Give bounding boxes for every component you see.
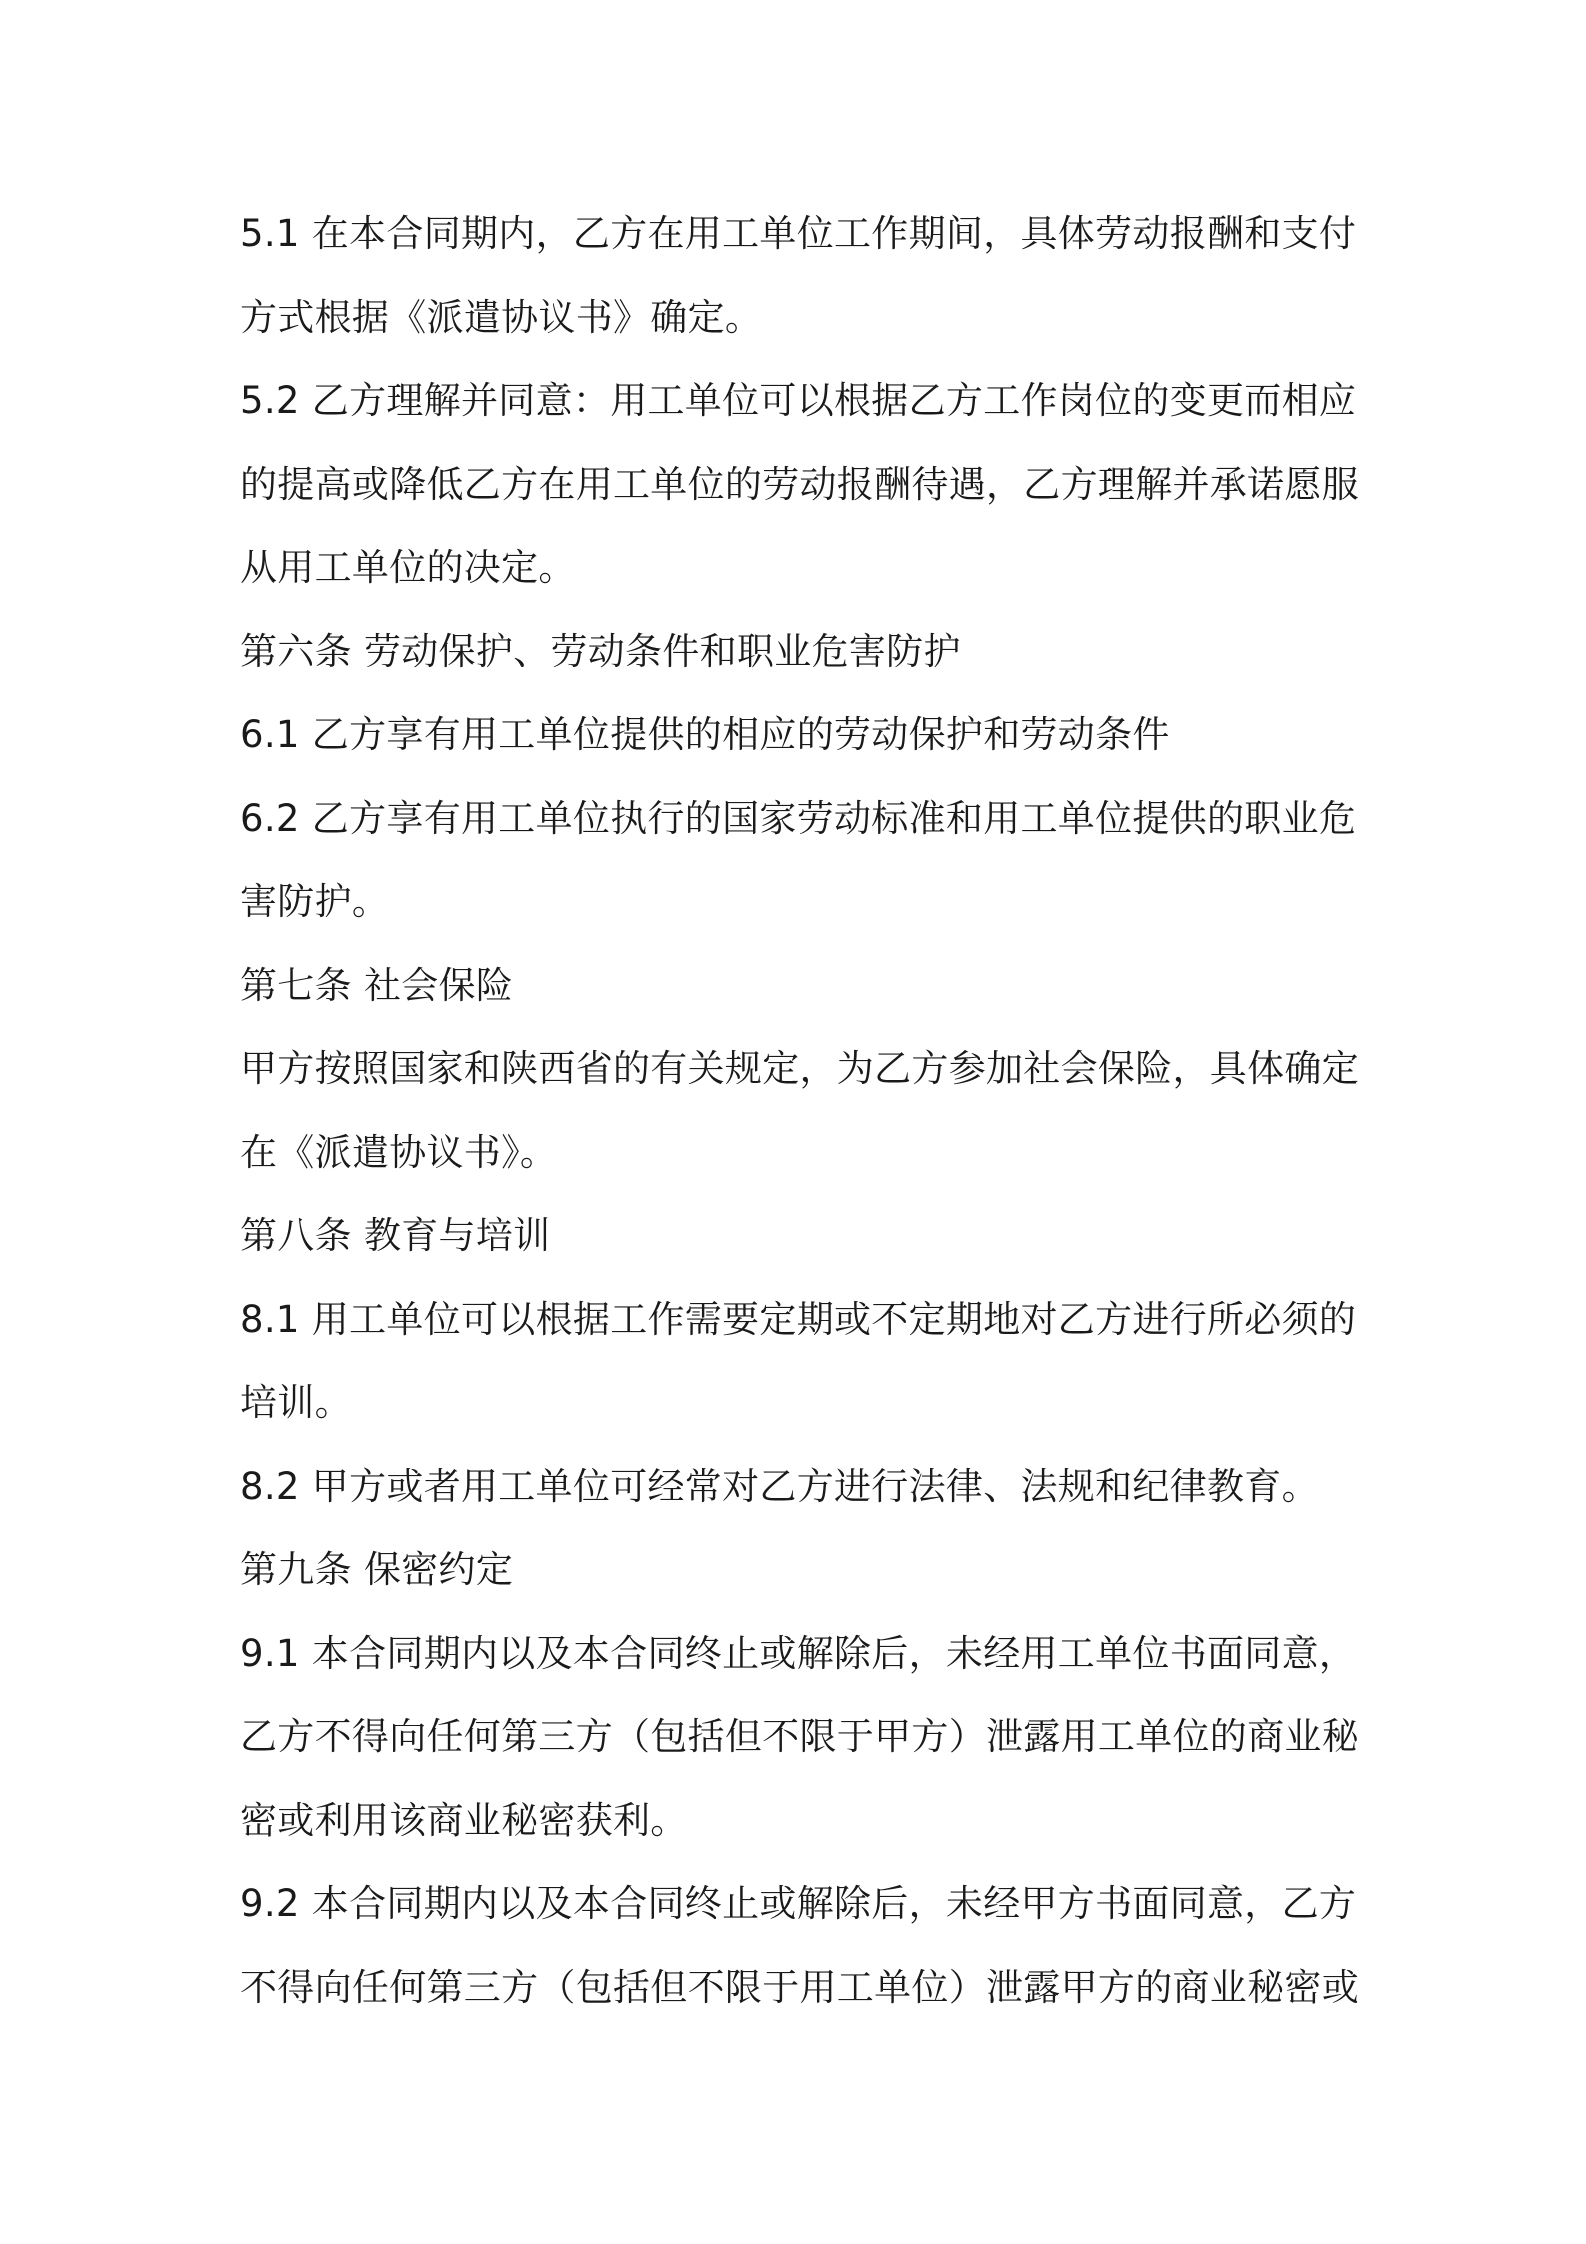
text-line: 9.2 本合同期内以及本合同终止或解除后，未经甲方书面同意，乙方 — [240, 1882, 1357, 1925]
text-line: 的提高或降低乙方在用工单位的劳动报酬待遇，乙方理解并承诺愿服 — [240, 462, 1359, 506]
section-heading: 第六条 劳动保护、劳动条件和职业危害防护 — [240, 629, 961, 673]
text-line: 5.1 在本合同期内，乙方在用工单位工作期间，具体劳动报酬和支付 — [240, 212, 1357, 255]
text-line: 不得向任何第三方（包括但不限于用工单位）泄露甲方的商业秘密或 — [240, 1965, 1359, 2009]
section-heading: 第八条 教育与培训 — [240, 1214, 551, 1257]
text-line: 害防护。 — [240, 880, 390, 923]
text-line: 5.2 乙方理解并同意：用工单位可以根据乙方工作岗位的变更而相应 — [240, 379, 1357, 422]
text-line: 6.2 乙方享有用工单位执行的国家劳动标准和用工单位提供的职业危 — [240, 796, 1357, 840]
text-line: 方式根据《派遣协议书》确定。 — [240, 295, 763, 339]
text-line: 培训。 — [240, 1381, 352, 1424]
text-line: 乙方不得向任何第三方（包括但不限于甲方）泄露用工单位的商业秘 — [240, 1715, 1359, 1758]
text-line: 8.2 甲方或者用工单位可经常对乙方进行法律、法规和纪律教育。 — [240, 1464, 1319, 1508]
section-heading: 第九条 保密约定 — [240, 1548, 514, 1591]
text-line: 9.1 本合同期内以及本合同终止或解除后，未经用工单位书面同意， — [240, 1631, 1357, 1675]
text-line: 从用工单位的决定。 — [240, 546, 576, 589]
section-heading: 第七条 社会保险 — [240, 963, 514, 1007]
document-body — [240, 192, 1370, 2029]
text-line: 密或利用该商业秘密获利。 — [240, 1798, 688, 1842]
text-line: 在《派遣协议书》。 — [240, 1130, 558, 1174]
text-line: 甲方按照国家和陕西省的有关规定，为乙方参加社会保险，具体确定 — [240, 1047, 1359, 1090]
text-line: 6.1 乙方享有用工单位提供的相应的劳动保护和劳动条件 — [240, 713, 1170, 756]
text-line: 8.1 用工单位可以根据工作需要定期或不定期地对乙方进行所必须的 — [240, 1297, 1357, 1341]
